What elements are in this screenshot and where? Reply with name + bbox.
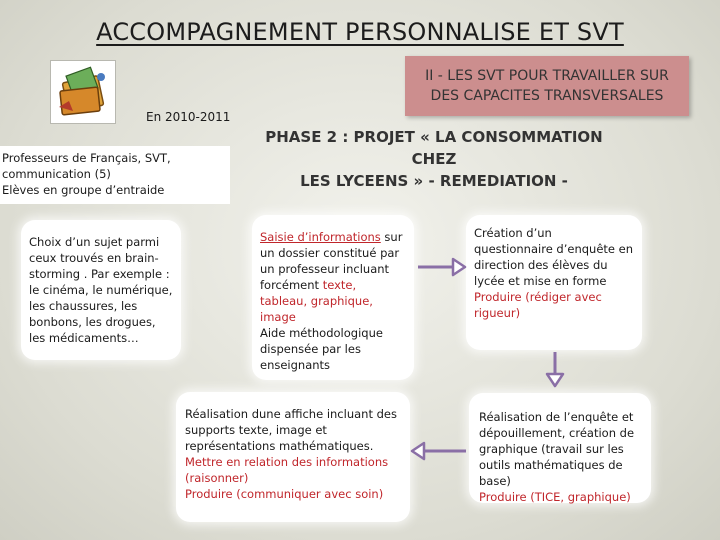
right-arrow-icon — [415, 255, 467, 279]
teachers-line-1: Professeurs de Français, SVT, — [2, 151, 171, 165]
data-entry-box — [252, 215, 414, 380]
topic-choice-box — [21, 220, 181, 360]
data-entry-text-1: sur un dossier constitué par un professeur incluant forcément — [260, 230, 403, 292]
subtitle-text: II - LES SVT POUR TRAVAILLER SUR DES CAPACITES TRANSVERSALES — [425, 68, 669, 104]
survey-skill: Produire (TICE, graphique) — [479, 490, 631, 504]
down-arrow-icon — [543, 350, 567, 388]
subtitle-banner — [405, 56, 689, 116]
phase-line-2: LES LYCEENS » - REMEDIATION - — [300, 172, 568, 190]
teachers-line-2: communication (5) — [2, 167, 111, 181]
phase-line-1: PHASE 2 : PROJET « LA CONSOMMATION CHEZ — [265, 128, 603, 168]
data-entry-skills: texte, tableau, graphique, image — [260, 278, 373, 324]
topic-choice-text: Choix d’un sujet parmi ceux trouvés en brain-storming . Par exemple : le cinéma, le numérique, les chaussures, les bonbons, les drogues, les médicaments… — [29, 235, 173, 345]
data-entry-emphasis: Saisie d’informations — [260, 230, 381, 244]
page-title: ACCOMPAGNEMENT PERSONNALISE ET SVT — [96, 18, 624, 46]
poster-skill-2: Produire (communiquer avec soin) — [185, 487, 384, 501]
phase-heading — [245, 126, 623, 192]
survey-text: Réalisation de l’enquête et dépouillement, création de graphique (travail sur les outils mathématiques de base) — [479, 410, 635, 488]
questionnaire-box — [466, 215, 642, 350]
poster-skill-1: Mettre en relation des informations (raisonner) — [185, 455, 389, 485]
teachers-box — [0, 146, 230, 204]
data-entry-text-2: Aide méthodologique dispensée par les enseignants — [260, 326, 383, 372]
folder-clipart-icon — [50, 60, 116, 124]
questionnaire-skill: Produire (rédiger avec rigueur) — [474, 290, 602, 320]
teachers-line-3: Elèves en groupe d’entraide — [2, 183, 165, 197]
year-label: En 2010-2011 — [146, 110, 231, 124]
survey-box — [469, 393, 651, 503]
questionnaire-text: Création d’un questionnaire d’enquête en direction des élèves du lycée et mise en forme — [474, 226, 634, 288]
left-arrow-icon — [408, 439, 468, 463]
poster-box — [176, 392, 410, 522]
poster-text: Réalisation dune affiche incluant des supports texte, image et représentations mathématiques. — [185, 407, 397, 453]
